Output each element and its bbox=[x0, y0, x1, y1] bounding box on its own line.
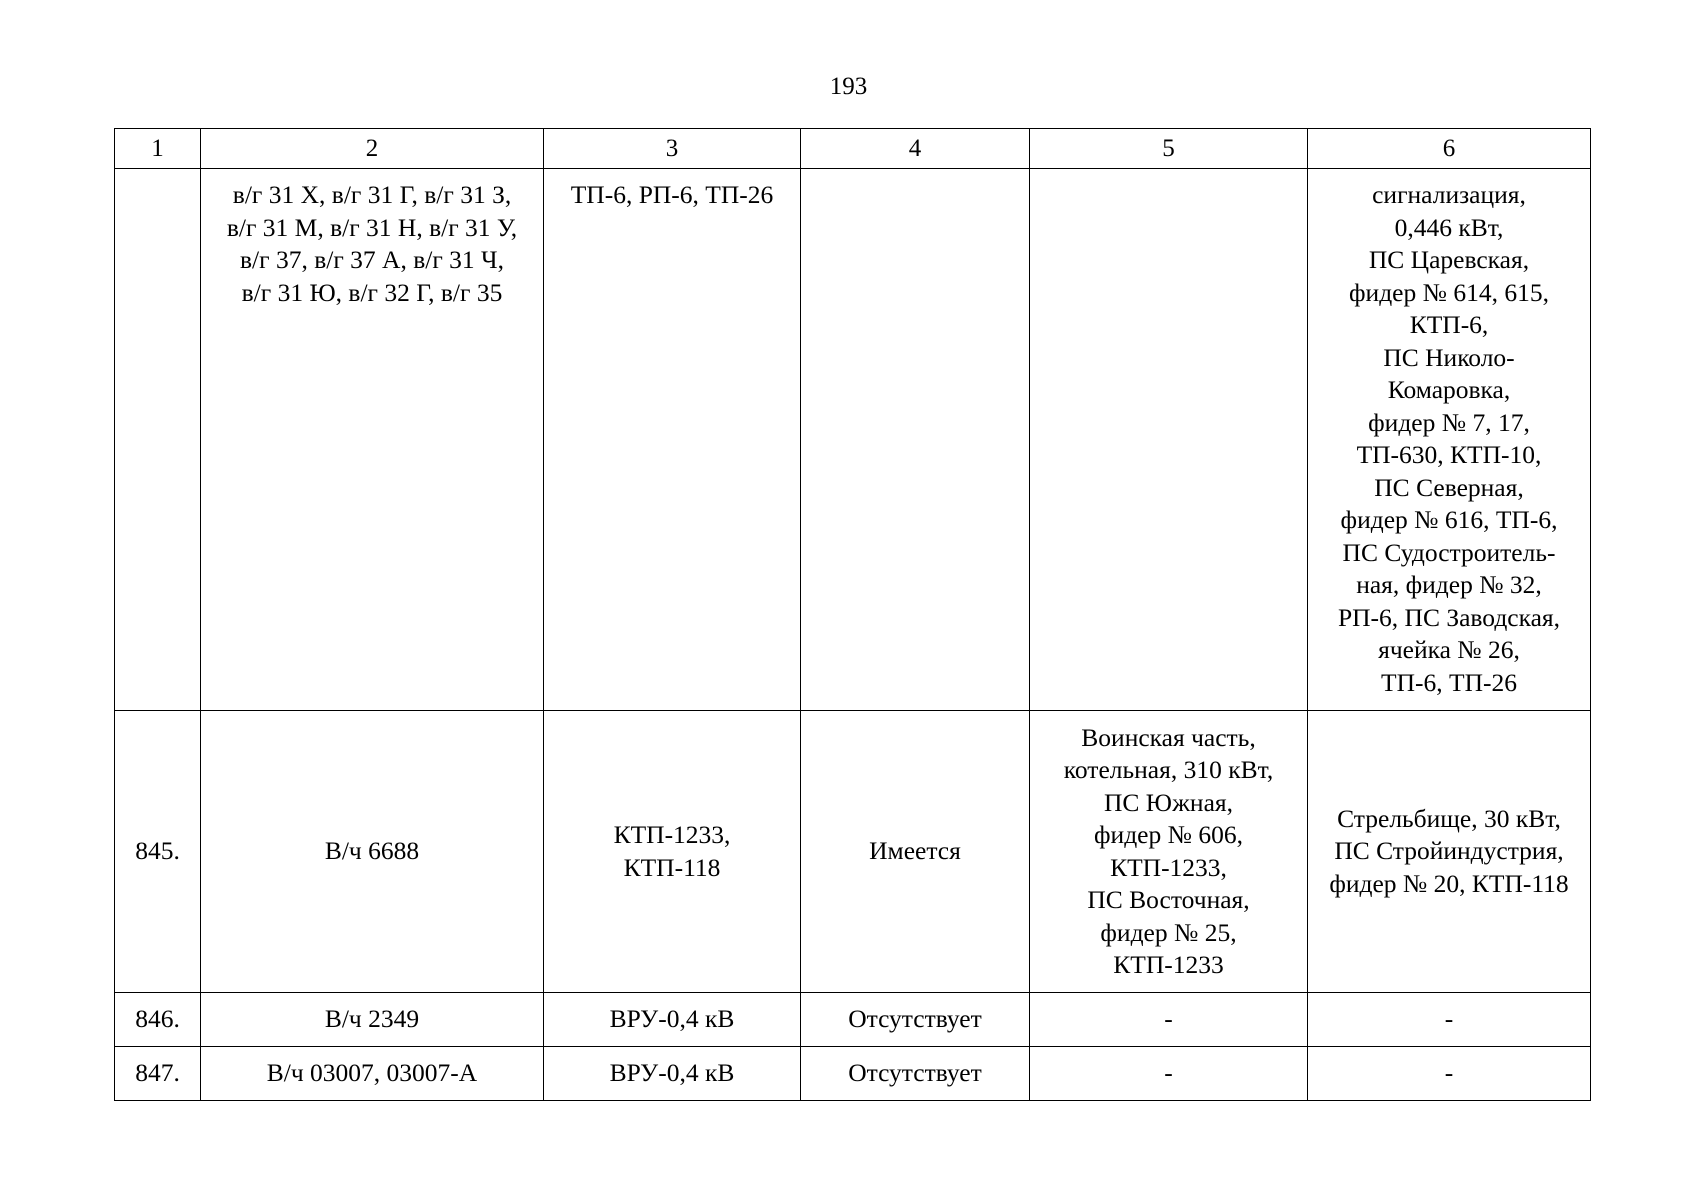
power-source-cell bbox=[544, 711, 801, 993]
cell-line: 845. bbox=[135, 836, 180, 866]
column-header: 2 bbox=[201, 129, 544, 169]
cell-line: ПС Царевская, bbox=[1368, 245, 1530, 274]
cell-line: ПС Северная, bbox=[1374, 472, 1524, 502]
cell-line: - bbox=[1444, 1058, 1454, 1088]
cell-line: 846. bbox=[135, 1004, 180, 1034]
cell-line: 847. bbox=[135, 1058, 180, 1088]
cell-line: ПС Николо- bbox=[1383, 342, 1515, 372]
cell-line: Комаровка, bbox=[1387, 375, 1511, 404]
cell-line: - bbox=[1444, 1004, 1454, 1034]
cell-line: в/г 31 М, в/г 31 Н, в/г 31 У, bbox=[226, 212, 518, 242]
cell-line: ПС Стройиндустрия, bbox=[1334, 836, 1564, 866]
other-consumer-cell bbox=[1308, 169, 1591, 711]
status-cell bbox=[801, 993, 1030, 1047]
cell-line: Воинская часть, bbox=[1081, 722, 1256, 752]
data-table bbox=[114, 128, 1591, 1101]
object-cell bbox=[201, 1047, 544, 1101]
cell-line: фидер № 616, ТП-6, bbox=[1340, 505, 1558, 534]
cell-line: ПС Южная, bbox=[1103, 787, 1233, 817]
cell-line: Имеется bbox=[869, 836, 961, 866]
cell-line: ная, фидер № 32, bbox=[1356, 570, 1542, 599]
column-header: 5 bbox=[1030, 129, 1308, 169]
column-header: 6 bbox=[1308, 129, 1591, 169]
cell-line: КТП-1233 bbox=[1113, 950, 1224, 979]
cell-line: В/ч 2349 bbox=[324, 1004, 420, 1034]
cell-line: 0,446 кВт, bbox=[1394, 212, 1504, 242]
object-cell bbox=[201, 711, 544, 993]
cell-line: фидер № 606, bbox=[1094, 820, 1243, 849]
consumer-cell bbox=[1030, 993, 1308, 1047]
table-row bbox=[115, 711, 1591, 993]
power-source-cell bbox=[544, 993, 801, 1047]
cell-line: КТП-1233, bbox=[613, 820, 731, 849]
cell-line: в/г 31 Х, в/г 31 Г, в/г 31 З, bbox=[232, 180, 512, 209]
other-consumer-cell bbox=[1308, 711, 1591, 993]
cell-line: - bbox=[1164, 1058, 1173, 1088]
cell-line: ТП-630, КТП-10, bbox=[1356, 440, 1542, 469]
column-header: 3 bbox=[544, 129, 801, 169]
cell-line: Отсутствует bbox=[848, 1058, 982, 1088]
cell-line: сигнализация, bbox=[1372, 180, 1526, 209]
power-source-cell bbox=[544, 1047, 801, 1101]
cell-line: - bbox=[1164, 1004, 1173, 1034]
consumer-cell bbox=[1030, 711, 1308, 993]
cell-line: В/ч 6688 bbox=[324, 836, 420, 866]
cell-line: КТП-1233, bbox=[1110, 852, 1227, 882]
cell-line: в/г 31 Ю, в/г 32 Г, в/г 35 bbox=[241, 277, 503, 307]
column-header: 4 bbox=[801, 129, 1030, 169]
cell-line: В/ч 03007, 03007-А bbox=[266, 1058, 478, 1088]
status-cell bbox=[801, 1047, 1030, 1101]
cell-line: ТП-6, РП-6, ТП-26 bbox=[570, 180, 774, 209]
other-consumer-cell bbox=[1308, 993, 1591, 1047]
row-number-cell bbox=[115, 169, 201, 711]
cell-line: фидер № 20, КТП-118 bbox=[1329, 868, 1569, 898]
cell-line: ПС Восточная, bbox=[1087, 885, 1250, 914]
cell-line: котельная, 310 кВт, bbox=[1063, 755, 1274, 784]
status-cell bbox=[801, 711, 1030, 993]
table-header-row bbox=[115, 129, 1591, 169]
status-cell bbox=[801, 169, 1030, 711]
consumer-cell bbox=[1030, 169, 1308, 711]
cell-line: в/г 37, в/г 37 А, в/г 31 Ч, bbox=[240, 245, 504, 274]
cell-line: ПС Судостроитель- bbox=[1342, 537, 1556, 567]
other-consumer-cell bbox=[1308, 1047, 1591, 1101]
row-number-cell bbox=[115, 711, 201, 993]
cell-line: ТП-6, ТП-26 bbox=[1381, 667, 1517, 697]
cell-line: фидер № 614, 615, bbox=[1349, 277, 1549, 307]
column-header: 1 bbox=[115, 129, 201, 169]
consumer-cell bbox=[1030, 1047, 1308, 1101]
row-number-cell bbox=[115, 993, 201, 1047]
cell-line: Отсутствует bbox=[848, 1004, 982, 1034]
row-number-cell bbox=[115, 1047, 201, 1101]
power-source-cell bbox=[544, 169, 801, 711]
table-row bbox=[115, 993, 1591, 1047]
object-cell bbox=[201, 169, 544, 711]
cell-line: ячейка № 26, bbox=[1378, 635, 1520, 664]
cell-line: КТП-118 bbox=[623, 852, 721, 882]
cell-line: ВРУ-0,4 кВ bbox=[609, 1058, 735, 1088]
cell-line: Стрельбище, 30 кВт, bbox=[1337, 803, 1561, 833]
cell-line: фидер № 25, bbox=[1100, 917, 1237, 947]
cell-line: ВРУ-0,4 кВ bbox=[609, 1004, 735, 1034]
cell-line: КТП-6, bbox=[1409, 310, 1489, 339]
cell-line: фидер № 7, 17, bbox=[1368, 407, 1530, 437]
object-cell bbox=[201, 993, 544, 1047]
page-number: 193 bbox=[829, 73, 868, 100]
cell-line: РП-6, ПС Заводская, bbox=[1337, 602, 1561, 632]
table-row bbox=[115, 169, 1591, 711]
table-row bbox=[115, 1047, 1591, 1101]
